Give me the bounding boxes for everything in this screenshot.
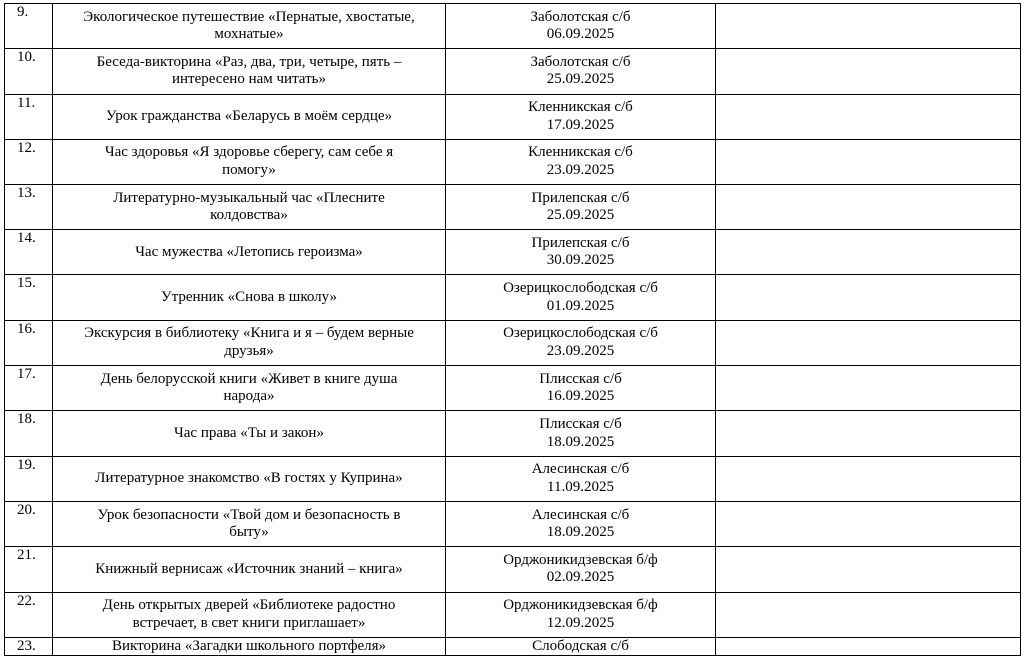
place-date-cell bbox=[446, 94, 716, 139]
table-row bbox=[5, 411, 1021, 456]
table-row bbox=[5, 139, 1021, 184]
event-date: 12.09.2025 bbox=[546, 614, 615, 631]
row-number: 9. bbox=[5, 4, 53, 49]
table-row bbox=[5, 49, 1021, 94]
event-title-line: Беседа-викторина «Раз, два, три, четыре, пять – bbox=[96, 53, 402, 70]
table-row bbox=[5, 320, 1021, 365]
table-row bbox=[5, 366, 1021, 411]
row-number: 11. bbox=[5, 94, 53, 139]
event-title-line: друзья» bbox=[224, 342, 274, 359]
event-title-line: интересено нам читать» bbox=[172, 71, 326, 88]
row-number: 14. bbox=[5, 230, 53, 275]
library-name: Плисская с/б bbox=[539, 416, 622, 433]
event-title-cell bbox=[53, 275, 446, 320]
library-name: Слободская с/б bbox=[532, 637, 629, 654]
event-date: 11.09.2025 bbox=[547, 478, 614, 495]
library-name: Озерицкослободская с/б bbox=[503, 325, 658, 342]
event-title-cell bbox=[53, 637, 446, 656]
event-date: 18.09.2025 bbox=[546, 524, 615, 541]
place-date-cell bbox=[446, 320, 716, 365]
event-title-cell bbox=[53, 592, 446, 637]
place-date-cell bbox=[446, 275, 716, 320]
event-title-line: Час мужества «Летопись героизма» bbox=[135, 243, 363, 260]
library-name: Заболотская с/б bbox=[530, 8, 631, 25]
library-name: Алесинская с/б bbox=[531, 461, 630, 478]
event-title-cell bbox=[53, 366, 446, 411]
library-name: Озерицкослободская с/б bbox=[503, 280, 658, 297]
row-number: 20. bbox=[5, 501, 53, 546]
event-date: 25.09.2025 bbox=[546, 207, 615, 224]
notes-cell bbox=[716, 184, 1021, 229]
library-name: Кленникская с/б bbox=[528, 99, 633, 116]
event-date: 18.09.2025 bbox=[546, 433, 615, 450]
place-date-cell bbox=[446, 230, 716, 275]
event-title-line: Час здоровья «Я здоровье сберегу, сам себе я bbox=[104, 144, 394, 161]
event-date: 17.09.2025 bbox=[546, 116, 615, 133]
place-date-cell bbox=[446, 592, 716, 637]
row-number: 19. bbox=[5, 456, 53, 501]
event-title-cell bbox=[53, 411, 446, 456]
event-title-cell bbox=[53, 501, 446, 546]
event-title-line: помогу» bbox=[222, 161, 276, 178]
place-date-cell bbox=[446, 139, 716, 184]
library-name: Орджоникидзевская б/ф bbox=[503, 597, 658, 614]
place-date-cell bbox=[446, 456, 716, 501]
events-table bbox=[4, 3, 1021, 656]
event-title-line: колдовства» bbox=[210, 207, 288, 224]
place-date-cell bbox=[446, 49, 716, 94]
library-name: Кленникская с/б bbox=[528, 144, 633, 161]
table-row bbox=[5, 4, 1021, 49]
notes-cell bbox=[716, 320, 1021, 365]
event-title-line: Экскурсия в библиотеку «Книга и я – будем верные bbox=[84, 325, 414, 342]
row-number: 16. bbox=[5, 320, 53, 365]
event-title-cell bbox=[53, 320, 446, 365]
notes-cell bbox=[716, 592, 1021, 637]
event-title-line: Урок гражданства «Беларусь в моём сердце» bbox=[105, 107, 393, 124]
event-title-line: Утренник «Снова в школу» bbox=[160, 288, 338, 305]
event-title-cell bbox=[53, 456, 446, 501]
place-date-cell bbox=[446, 366, 716, 411]
event-title-line: Литературное знакомство «В гостях у Куприна» bbox=[95, 470, 403, 487]
event-date: 06.09.2025 bbox=[546, 26, 615, 43]
event-date: 23.09.2025 bbox=[546, 342, 615, 359]
place-date-cell bbox=[446, 637, 716, 656]
notes-cell bbox=[716, 230, 1021, 275]
event-title-line: Экологическое путешествие «Пернатые, хвостатые, bbox=[83, 8, 415, 25]
event-title-line: народа» bbox=[223, 388, 275, 405]
event-title-cell bbox=[53, 94, 446, 139]
event-date: 16.09.2025 bbox=[546, 388, 615, 405]
notes-cell bbox=[716, 366, 1021, 411]
event-title-line: быту» bbox=[229, 524, 269, 541]
library-name: Орджоникидзевская б/ф bbox=[503, 551, 658, 568]
row-number: 21. bbox=[5, 547, 53, 592]
row-number: 13. bbox=[5, 184, 53, 229]
place-date-cell bbox=[446, 4, 716, 49]
row-number: 15. bbox=[5, 275, 53, 320]
table-row bbox=[5, 592, 1021, 637]
event-title-cell bbox=[53, 547, 446, 592]
notes-cell bbox=[716, 49, 1021, 94]
place-date-cell bbox=[446, 184, 716, 229]
table-row bbox=[5, 637, 1021, 656]
library-name: Прилепская с/б bbox=[531, 234, 630, 251]
notes-cell bbox=[716, 501, 1021, 546]
notes-cell bbox=[716, 94, 1021, 139]
table-row bbox=[5, 184, 1021, 229]
row-number: 17. bbox=[5, 366, 53, 411]
table-row bbox=[5, 547, 1021, 592]
notes-cell bbox=[716, 456, 1021, 501]
notes-cell bbox=[716, 139, 1021, 184]
library-name: Заболотская с/б bbox=[530, 53, 631, 70]
event-title-line: встречает, в свет книги приглашает» bbox=[132, 614, 366, 631]
event-date: 02.09.2025 bbox=[546, 569, 615, 586]
library-name: Алесинская с/б bbox=[531, 506, 630, 523]
event-title-line: День белорусской книги «Живет в книге душа bbox=[100, 370, 398, 387]
event-title-cell bbox=[53, 184, 446, 229]
place-date-cell bbox=[446, 547, 716, 592]
events-table-body bbox=[5, 4, 1021, 656]
event-title-cell bbox=[53, 139, 446, 184]
event-title-line: Час права «Ты и закон» bbox=[174, 424, 324, 441]
row-number: 23. bbox=[5, 637, 53, 656]
event-title-line: День открытых дверей «Библиотеке радостно bbox=[102, 597, 396, 614]
table-row bbox=[5, 94, 1021, 139]
notes-cell bbox=[716, 4, 1021, 49]
event-title-line: Литературно-музыкальный час «Плесните bbox=[113, 189, 385, 206]
notes-cell bbox=[716, 275, 1021, 320]
table-row bbox=[5, 456, 1021, 501]
place-date-cell bbox=[446, 411, 716, 456]
event-title-line: мохнатые» bbox=[214, 26, 284, 43]
event-date: 30.09.2025 bbox=[546, 252, 615, 269]
notes-cell bbox=[716, 411, 1021, 456]
library-name: Плисская с/б bbox=[539, 370, 622, 387]
event-title-line: Викторина «Загадки школьного портфеля» bbox=[111, 637, 387, 654]
table-row bbox=[5, 275, 1021, 320]
row-number: 22. bbox=[5, 592, 53, 637]
notes-cell bbox=[716, 637, 1021, 656]
event-title-cell bbox=[53, 230, 446, 275]
notes-cell bbox=[716, 547, 1021, 592]
row-number: 12. bbox=[5, 139, 53, 184]
event-date: 25.09.2025 bbox=[546, 71, 615, 88]
event-title-cell bbox=[53, 49, 446, 94]
table-row bbox=[5, 230, 1021, 275]
event-title-line: Книжный вернисаж «Источник знаний – книга» bbox=[95, 560, 403, 577]
event-title-cell bbox=[53, 4, 446, 49]
event-date: 01.09.2025 bbox=[546, 297, 615, 314]
row-number: 10. bbox=[5, 49, 53, 94]
table-row bbox=[5, 501, 1021, 546]
place-date-cell bbox=[446, 501, 716, 546]
event-date: 23.09.2025 bbox=[546, 161, 615, 178]
event-title-line: Урок безопасности «Твой дом и безопасность в bbox=[97, 506, 401, 523]
row-number: 18. bbox=[5, 411, 53, 456]
library-name: Прилепская с/б bbox=[531, 189, 630, 206]
